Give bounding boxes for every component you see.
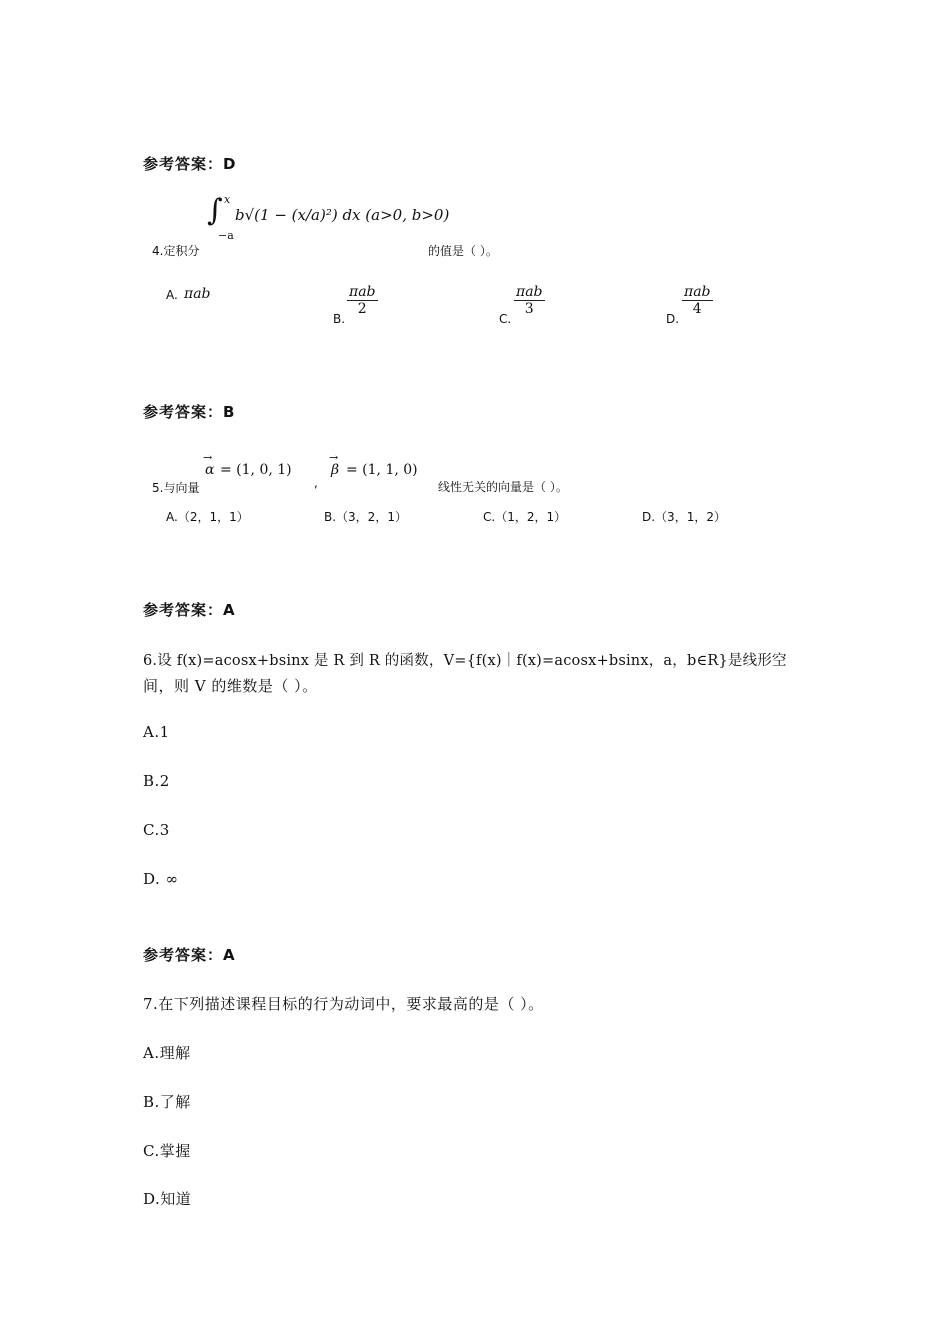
q4-option-c-fraction: πab 3 [516,284,543,317]
vector-alpha: → α [205,462,214,478]
q4-option-c-label: C. [499,312,512,326]
question-4-label: 4.定积分 [152,244,200,258]
answer-q3: 参考答案：D [143,155,237,173]
answer-q5: 参考答案：A [143,601,236,619]
q5-option-c: C.（1，2，1） [483,510,567,524]
q4-option-b-fraction: πab 2 [349,284,376,317]
question-5-suffix: 线性无关的向量是（ ）。 [438,480,568,494]
question-6-line-2: 间，则 V 的维数是（ ）。 [143,677,318,695]
integral-lower-limit: −a [218,229,234,242]
integral-sign: ∫ [207,193,223,228]
q4-option-a-value: πab [184,286,211,302]
q7-option-b: B.了解 [143,1093,191,1111]
q7-option-d: D.知道 [143,1190,192,1208]
integral-upper-limit: x [224,193,231,206]
vector-beta: → β [331,462,339,478]
q6-option-a: A.1 [143,723,170,741]
vector-beta-value: = (1, 1, 0) [346,462,418,478]
vector-alpha-value: = (1, 0, 1) [220,462,292,478]
vector-comma: , [314,476,318,490]
question-6-line-1: 6.设 f(x)=acosx+bsinx 是 R 到 R 的函数，V={f(x)｜f(x)=acosx+bsinx，a，b∈R}是线形空 [143,653,787,669]
q5-option-a: A.（2，1，1） [166,510,249,524]
question-5-label: 5.与向量 [152,481,200,495]
q6-option-d: D. ∞ [143,870,179,888]
answer-q4: 参考答案：B [143,403,236,421]
question-4-suffix: 的值是（ ）。 [428,244,498,258]
answer-q6: 参考答案：A [143,946,236,964]
q6-option-c: C.3 [143,821,170,839]
q7-option-a: A.理解 [143,1044,191,1062]
q6-option-b: B.2 [143,772,170,790]
question-7-text: 7.在下列描述课程目标的行为动词中，要求最高的是（ ）。 [143,995,544,1013]
q4-option-a-label: A. [166,288,178,302]
q5-option-d: D.（3，1，2） [642,510,726,524]
integrand: b√(1 − (x/a)²) dx (a>0, b>0) [235,206,450,224]
q4-option-d-label: D. [666,312,680,326]
q5-option-b: B.（3，2，1） [324,510,407,524]
q4-option-b-label: B. [333,312,346,326]
q4-option-d-fraction: πab 4 [684,284,711,317]
q7-option-c: C.掌握 [143,1142,191,1160]
